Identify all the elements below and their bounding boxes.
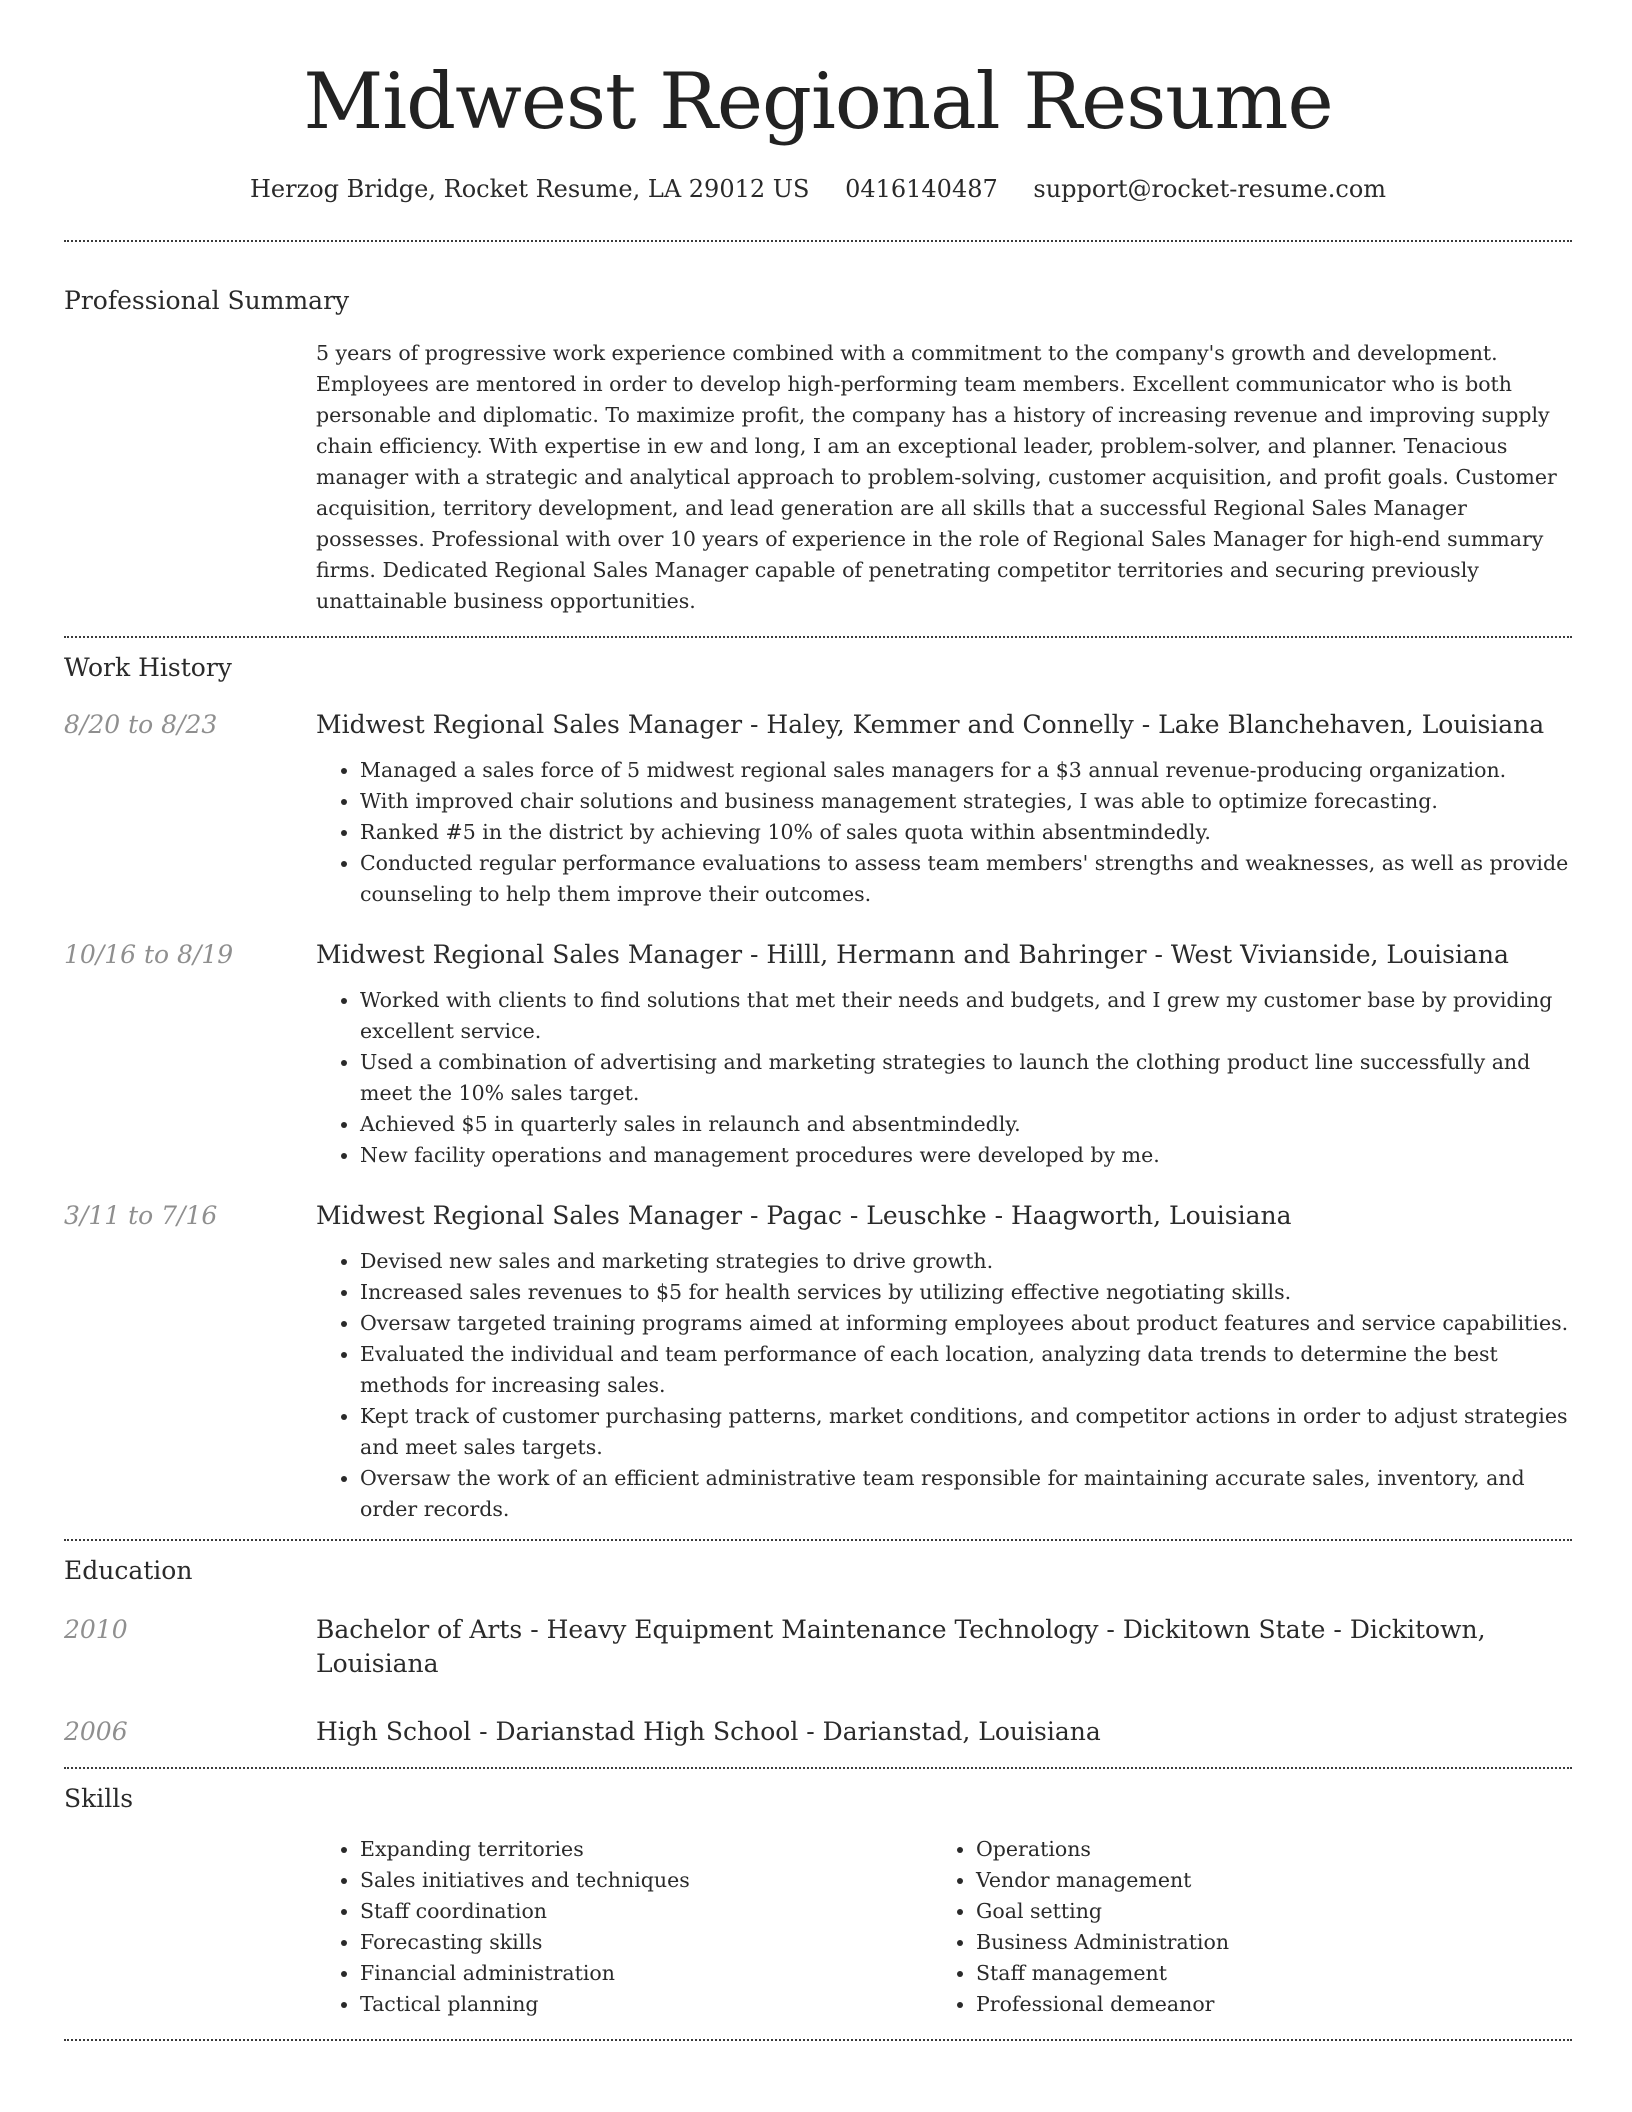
skill-item: • Vendor management (976, 1865, 1548, 1896)
job-bullet: • Oversaw the work of an efficient administrative team responsible for maintaining accurate sales, inventory, and order records. (360, 1463, 1572, 1525)
job-bullet: • Ranked #5 in the district by achieving 10% of sales quota within absentmindedly. (360, 817, 1572, 848)
job-bullet: • With improved chair solutions and business management strategies, I was able to optimize forecasting. (360, 786, 1572, 817)
job-dates: 3/11 to 7/16 (64, 1201, 218, 1230)
skills-heading: Skills (64, 1784, 134, 1813)
skill-item: • Professional demeanor (976, 1989, 1548, 2020)
contact-email: support@rocket-resume.com (1033, 175, 1387, 203)
education-entry (64, 1715, 1572, 1749)
divider (64, 1539, 1572, 1541)
job-bullet: • Increased sales revenues to $5 for health services by utilizing effective negotiating skills. (360, 1277, 1572, 1308)
skills-section (64, 1782, 1572, 2020)
job-entry (64, 708, 1572, 910)
job-bullet: • New facility operations and management procedures were developed by me. (360, 1140, 1572, 1171)
education-title: Bachelor of Arts - Heavy Equipment Maintenance Technology - Dickitown State - Dickitown, Louisiana (316, 1615, 1486, 1678)
job-bullet: • Evaluated the individual and team performance of each location, analyzing data trends to determine the best methods for increasing sales. (360, 1339, 1572, 1401)
education-section (64, 1554, 1572, 1749)
education-heading: Education (64, 1556, 193, 1585)
summary-text: 5 years of progressive work experience combined with a commitment to the company's growth and development. Employees are mentored in order to develop high-performing team members. Excellent communicator who is both personable and diplomatic. To maximize profit, the company has a history of increasing revenue and improving supply chain efficiency. With expertise in ew and long, I am an exceptional leader, problem-solver, and planner. Tenacious manager with a strategic and analytical approach to problem-solving, customer acquisition, and profit goals. Customer acquisition, territory development, and lead generation are all skills that a successful Regional Sales Manager possesses. Professional with over 10 years of experience in the role of Regional Sales Manager for high-end summary firms. Dedicated Regional Sales Manager capable of penetrating competitor territories and securing previously unattainable business opportunities. (316, 341, 1557, 613)
contact-address: Herzog Bridge, Rocket Resume, LA 29012 US (249, 175, 810, 203)
skill-item: • Goal setting (976, 1896, 1548, 1927)
summary-heading: Professional Summary (64, 286, 350, 315)
skills-columns (316, 1834, 1572, 2020)
divider (64, 2039, 1572, 2041)
job-dates: 10/16 to 8/19 (64, 940, 234, 969)
divider (64, 1767, 1572, 1769)
job-dates: 8/20 to 8/23 (64, 710, 218, 739)
job-bullet: • Oversaw targeted training programs aimed at informing employees about product features and service capabilities. (360, 1308, 1572, 1339)
work-history-heading: Work History (64, 653, 232, 682)
job-bullet: • Achieved $5 in quarterly sales in relaunch and absentmindedly. (360, 1109, 1572, 1140)
skills-column-right (932, 1834, 1548, 2020)
job-title: Midwest Regional Sales Manager - Haley, Kemmer and Connelly - Lake Blanchehaven, Louisiana (316, 710, 1545, 739)
skill-item: • Tactical planning (360, 1989, 932, 2020)
job-bullets (316, 755, 1572, 910)
job-bullet: • Used a combination of advertising and marketing strategies to launch the clothing product line successfully and meet the 10% sales target. (360, 1047, 1572, 1109)
job-bullet: • Kept track of customer purchasing patterns, market conditions, and competitor actions in order to adjust strategies and meet sales targets. (360, 1401, 1572, 1463)
contact-line (64, 172, 1572, 206)
job-bullet: • Worked with clients to find solutions that met their needs and budgets, and I grew my customer base by providing excellent service. (360, 985, 1572, 1047)
education-entry (64, 1613, 1572, 1681)
contact-phone: 0416140487 (845, 175, 998, 203)
job-bullet: • Devised new sales and marketing strategies to drive growth. (360, 1246, 1572, 1277)
skill-item: • Staff coordination (360, 1896, 932, 1927)
job-bullet: • Managed a sales force of 5 midwest regional sales managers for a $3 annual revenue-producing organization. (360, 755, 1572, 786)
job-bullets (316, 1246, 1572, 1525)
skill-item: • Sales initiatives and techniques (360, 1865, 932, 1896)
resume-header (64, 0, 1572, 206)
summary-section (64, 284, 1572, 617)
resume-page (64, 0, 1572, 2041)
skill-item: • Operations (976, 1834, 1548, 1865)
job-title: Midwest Regional Sales Manager - Pagac - Leuschke - Haagworth, Louisiana (316, 1201, 1292, 1230)
work-history-section (64, 651, 1572, 1525)
education-title: High School - Darianstad High School - Darianstad, Louisiana (316, 1717, 1101, 1746)
divider (64, 240, 1572, 242)
skill-item: • Expanding territories (360, 1834, 932, 1865)
divider (64, 636, 1572, 638)
job-bullets (316, 985, 1572, 1171)
resume-name: Midwest Regional Resume (303, 57, 1333, 147)
skill-item: • Forecasting skills (360, 1927, 932, 1958)
education-year: 2006 (64, 1717, 128, 1746)
education-year: 2010 (64, 1615, 128, 1644)
skill-item: • Financial administration (360, 1958, 932, 1989)
job-entry (64, 938, 1572, 1171)
job-title: Midwest Regional Sales Manager - Hilll, Hermann and Bahringer - West Vivianside, Louisiana (316, 940, 1509, 969)
skill-item: • Business Administration (976, 1927, 1548, 1958)
job-bullet: • Conducted regular performance evaluations to assess team members' strengths and weaknesses, as well as provide counseling to help them improve their outcomes. (360, 848, 1572, 910)
job-entry (64, 1199, 1572, 1525)
skill-item: • Staff management (976, 1958, 1548, 1989)
skills-column-left (316, 1834, 932, 2020)
